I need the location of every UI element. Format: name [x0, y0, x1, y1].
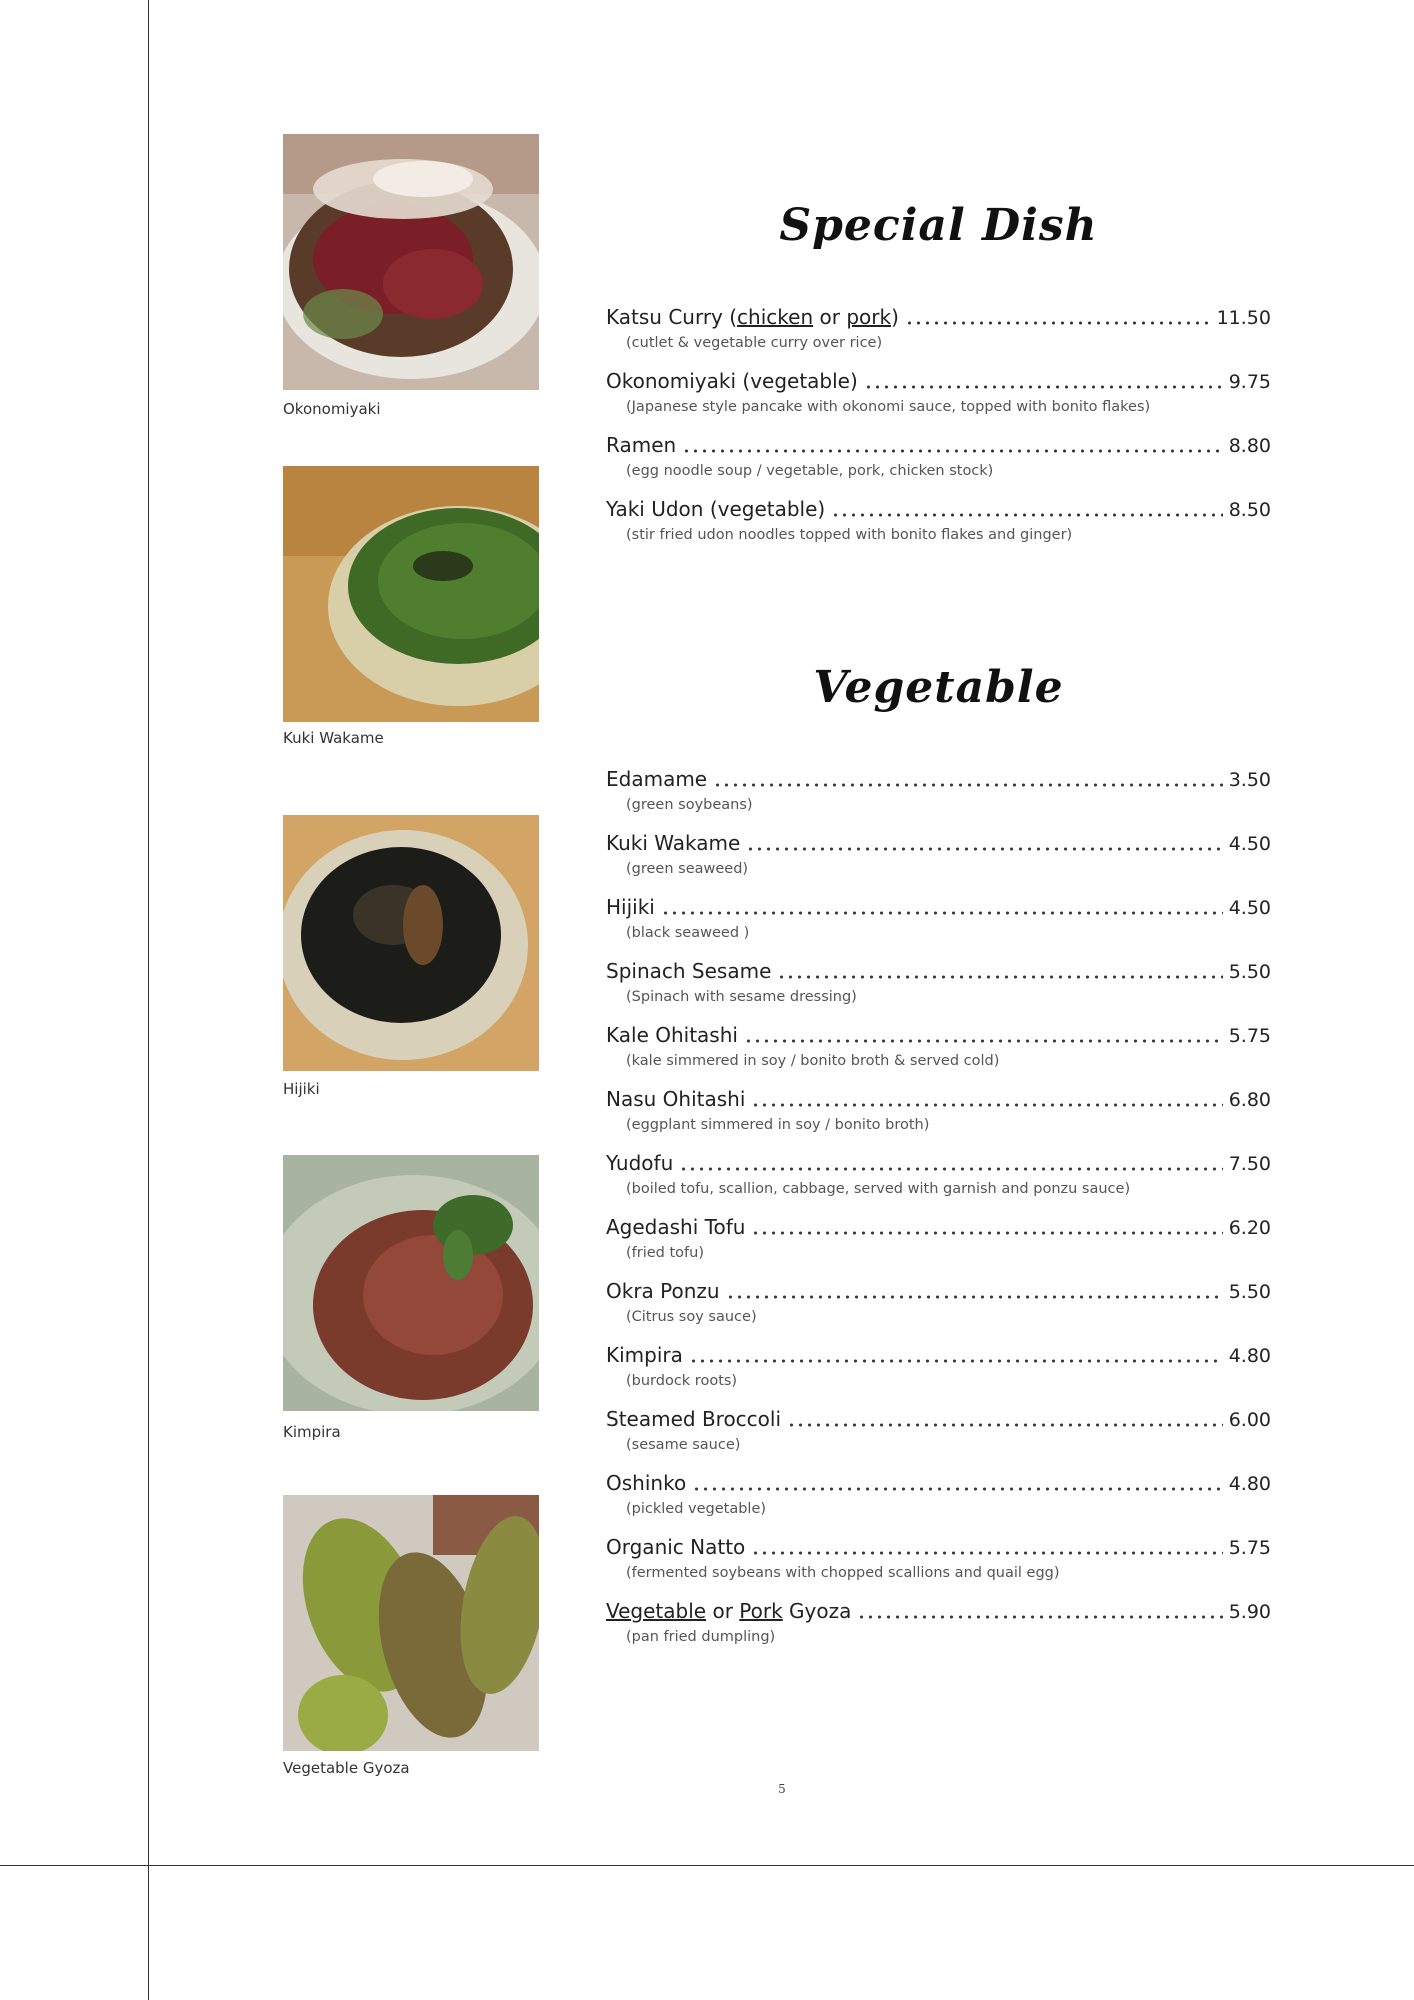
dot-leader: [726, 1295, 1223, 1299]
menu-item: [606, 1471, 1271, 1535]
menu-item-name: [606, 831, 740, 855]
menu-item-price: 11.50: [1216, 307, 1271, 329]
menu-item-name: [606, 369, 858, 393]
menu-item-price: 9.75: [1228, 371, 1271, 393]
menu-item-price: 4.50: [1228, 897, 1271, 919]
photo-caption: Vegetable Gyoza: [283, 1759, 410, 1777]
menu-item-name-part: or: [706, 1599, 740, 1623]
menu-item-name: [606, 959, 771, 983]
dot-leader: [746, 847, 1222, 851]
menu-item-price: 4.80: [1228, 1345, 1271, 1367]
menu-item: [606, 767, 1271, 831]
menu-item-name: [606, 1599, 851, 1623]
menu-item-description: (pan fried dumpling): [626, 1629, 776, 1645]
photo-caption: Hijiki: [283, 1080, 320, 1098]
dot-leader: [864, 385, 1223, 389]
menu-item-price: 3.50: [1228, 769, 1271, 791]
menu-item: [606, 1087, 1271, 1151]
menu-item-name-part: or: [813, 305, 847, 329]
menu-item-description: (eggplant simmered in soy / bonito broth): [626, 1117, 930, 1133]
menu-item: [606, 1535, 1271, 1599]
menu-item-name: [606, 497, 825, 521]
menu-item-description: (sesame sauce): [626, 1437, 741, 1453]
menu-item: [606, 1279, 1271, 1343]
menu-item-description: (stir fried udon noodles topped with bonito flakes and ginger): [626, 527, 1073, 543]
menu-item-name-part: Yaki Udon (vegetable): [606, 497, 826, 521]
dot-leader: [751, 1551, 1222, 1555]
menu-item-description: (fermented soybeans with chopped scallions and quail egg): [626, 1565, 1060, 1581]
menu-item-name-part: Steamed Broccoli: [606, 1407, 782, 1431]
menu-item-price: 4.50: [1228, 833, 1271, 855]
menu-item: [606, 305, 1271, 369]
dot-leader: [661, 911, 1223, 915]
menu-item-description: (boiled tofu, scallion, cabbage, served with garnish and ponzu sauce): [626, 1181, 1131, 1197]
menu-item-description: (Japanese style pancake with okonomi sauce, topped with bonito flakes): [626, 399, 1151, 415]
menu-item-price: 5.50: [1228, 961, 1271, 983]
menu-item-name-part: Kale Ohitashi: [606, 1023, 738, 1047]
menu-item-description: (kale simmered in soy / bonito broth & served cold): [626, 1053, 1000, 1069]
dot-leader: [751, 1103, 1222, 1107]
dot-leader: [682, 449, 1223, 453]
menu-item-description: (pickled vegetable): [626, 1501, 767, 1517]
dot-leader: [713, 783, 1223, 787]
menu-item: [606, 1215, 1271, 1279]
menu-item-name: [606, 433, 676, 457]
menu-item: [606, 959, 1271, 1023]
menu-item-name-part: Oshinko: [606, 1471, 687, 1495]
menu-item-name: [606, 305, 899, 329]
dot-leader: [857, 1615, 1222, 1619]
menu-item-price: 7.50: [1228, 1153, 1271, 1175]
menu-item: [606, 1599, 1271, 1663]
menu-item-name-part: ): [891, 305, 899, 329]
menu-item-description: (egg noodle soup / vegetable, pork, chicken stock): [626, 463, 994, 479]
dot-leader: [689, 1359, 1223, 1363]
photo-caption: Kuki Wakame: [283, 729, 384, 747]
menu-item-name-part: Pork: [739, 1599, 783, 1623]
menu-item-price: 6.80: [1228, 1089, 1271, 1111]
vegetable-list: [606, 767, 1271, 1663]
menu-item-name-part: pork: [846, 305, 892, 329]
special-dish-list: [606, 305, 1271, 561]
menu-item-description: (fried tofu): [626, 1245, 704, 1261]
menu-item-name: [606, 767, 707, 791]
menu-item-name: [606, 1215, 745, 1239]
menu-item-name-part: Kimpira: [606, 1343, 683, 1367]
menu-item-description: (Citrus soy sauce): [626, 1309, 757, 1325]
kuki-wakame-photo: [283, 466, 539, 722]
menu-item-name: [606, 1087, 745, 1111]
hijiki-photo: [283, 815, 539, 1071]
menu-item-name-part: Ramen: [606, 433, 677, 457]
vegetable-gyoza-photo: [283, 1495, 539, 1751]
menu-item-price: 4.80: [1228, 1473, 1271, 1495]
dot-leader: [751, 1231, 1222, 1235]
menu-item: [606, 1151, 1271, 1215]
dot-leader: [679, 1167, 1222, 1171]
menu-item-description: (burdock roots): [626, 1373, 738, 1389]
menu-item-name: [606, 1471, 686, 1495]
menu-item-description: (black seaweed ): [626, 925, 750, 941]
left-margin-line: [148, 0, 149, 2000]
menu-item-name-part: Hijiki: [606, 895, 655, 919]
menu-item-name: [606, 895, 655, 919]
menu-item-price: 6.20: [1228, 1217, 1271, 1239]
menu-item: [606, 1407, 1271, 1471]
menu-item-name: [606, 1151, 673, 1175]
bottom-margin-line: [0, 1865, 1414, 1866]
dot-leader: [692, 1487, 1223, 1491]
menu-item: [606, 895, 1271, 959]
menu-item: [606, 433, 1271, 497]
menu-item-name-part: Okra Ponzu: [606, 1279, 720, 1303]
menu-item-name-part: Kuki Wakame: [606, 831, 741, 855]
menu-item-price: 6.00: [1228, 1409, 1271, 1431]
menu-item-name-part: Yudofu: [606, 1151, 674, 1175]
menu-item-description: (cutlet & vegetable curry over rice): [626, 335, 883, 351]
menu-item-name: [606, 1407, 781, 1431]
menu-item-name-part: chicken: [737, 305, 814, 329]
menu-item-name-part: Nasu Ohitashi: [606, 1087, 746, 1111]
menu-item-name-part: Spinach Sesame: [606, 959, 772, 983]
dot-leader: [787, 1423, 1223, 1427]
menu-item-price: 5.90: [1228, 1601, 1271, 1623]
menu-item-price: 8.50: [1228, 499, 1271, 521]
page-number: 5: [778, 1782, 786, 1796]
menu-item-description: (green seaweed): [626, 861, 749, 877]
menu-item-name: [606, 1535, 745, 1559]
menu-item-description: (green soybeans): [626, 797, 753, 813]
menu-item-name-part: Gyoza: [782, 1599, 852, 1623]
photo-caption: Kimpira: [283, 1423, 341, 1441]
menu-item-name-part: Katsu Curry (: [606, 305, 738, 329]
special-dish-title: Special Dish: [779, 200, 1098, 251]
menu-item: [606, 831, 1271, 895]
menu-item: [606, 497, 1271, 561]
menu-item: [606, 1343, 1271, 1407]
menu-item-price: 5.75: [1228, 1537, 1271, 1559]
vegetable-title: Vegetable: [813, 662, 1064, 713]
dot-leader: [777, 975, 1222, 979]
menu-item-name-part: Agedashi Tofu: [606, 1215, 746, 1239]
menu-item-name-part: Okonomiyaki (vegetable): [606, 369, 858, 393]
menu-item-description: (Spinach with sesame dressing): [626, 989, 857, 1005]
menu-item-name-part: Edamame: [606, 767, 708, 791]
dot-leader: [831, 513, 1222, 517]
menu-item-name: [606, 1023, 738, 1047]
menu-item-name: [606, 1343, 683, 1367]
menu-item: [606, 369, 1271, 433]
menu-item-price: 8.80: [1228, 435, 1271, 457]
dot-leader: [905, 321, 1211, 325]
kimpira-photo: [283, 1155, 539, 1411]
menu-item-price: 5.75: [1228, 1025, 1271, 1047]
menu-item: [606, 1023, 1271, 1087]
menu-item-price: 5.50: [1228, 1281, 1271, 1303]
okonomiyaki-photo: [283, 134, 539, 390]
photo-caption: Okonomiyaki: [283, 400, 381, 418]
menu-item-name-part: Vegetable: [606, 1599, 707, 1623]
dot-leader: [744, 1039, 1223, 1043]
menu-item-name-part: Organic Natto: [606, 1535, 746, 1559]
menu-item-name: [606, 1279, 720, 1303]
